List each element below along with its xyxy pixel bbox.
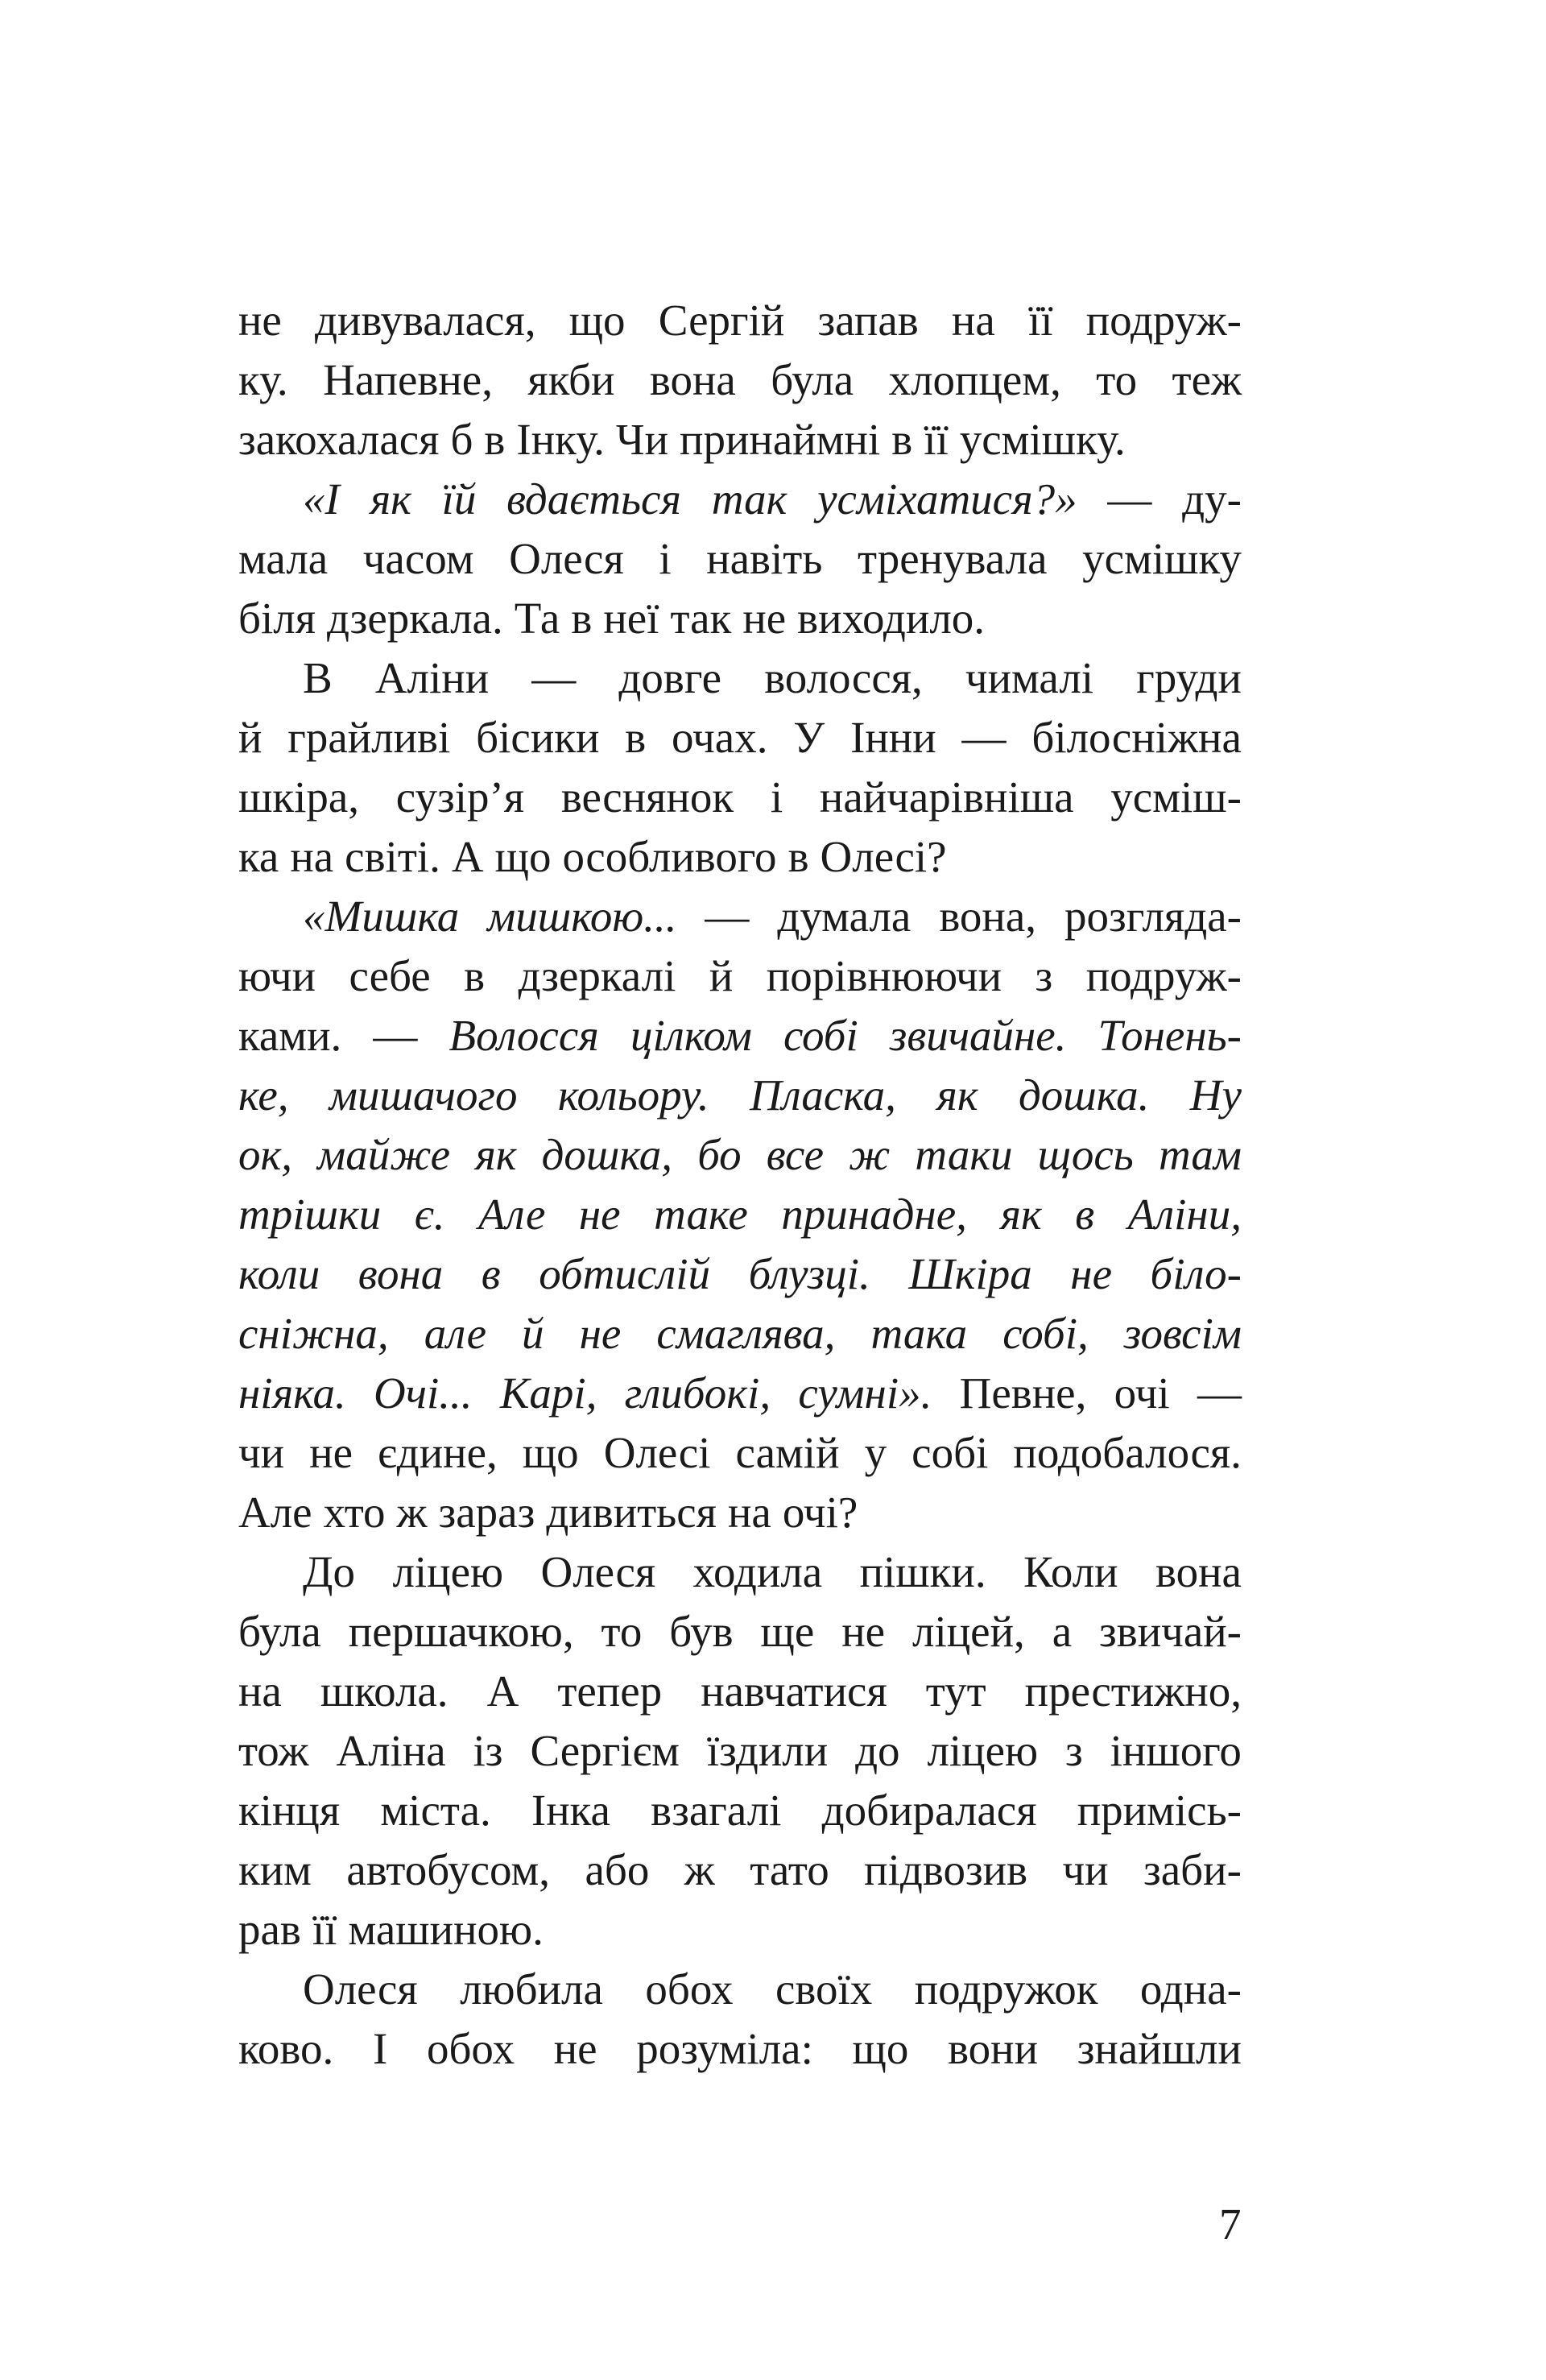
word: Олеся bbox=[540, 1547, 656, 1596]
italic-word: таки bbox=[915, 1130, 1013, 1179]
paragraph bbox=[238, 1542, 1242, 1960]
word: сузір’я bbox=[395, 772, 525, 822]
word: їздили bbox=[706, 1726, 829, 1775]
word: автобусом, bbox=[346, 1845, 551, 1894]
word: ще bbox=[760, 1607, 815, 1656]
italic-word: коли bbox=[238, 1249, 320, 1298]
word: кінця bbox=[238, 1786, 341, 1835]
word: Напевне, bbox=[323, 355, 493, 404]
text-line bbox=[238, 1602, 1242, 1662]
word: любила bbox=[460, 1964, 603, 2014]
word: ками. bbox=[238, 1011, 342, 1060]
text-line bbox=[238, 1066, 1242, 1125]
italic-word: біло- bbox=[1150, 1249, 1242, 1298]
italic-word: смаглява, bbox=[656, 1309, 836, 1358]
italic-word: так bbox=[711, 474, 787, 524]
word: ким bbox=[238, 1845, 312, 1894]
word: ж bbox=[684, 1845, 715, 1894]
word: дзеркала. bbox=[327, 594, 503, 643]
italic-word: не bbox=[579, 1309, 622, 1358]
word: розуміла: bbox=[636, 2024, 813, 2073]
word: вона bbox=[1155, 1547, 1242, 1596]
italic-word: їй bbox=[441, 474, 477, 524]
italic-word: звичайне. bbox=[889, 1011, 1067, 1060]
word: Коли bbox=[1023, 1547, 1118, 1596]
word: і bbox=[659, 534, 672, 583]
italic-word: дошка. bbox=[1018, 1070, 1150, 1120]
text-line bbox=[238, 1721, 1242, 1781]
word: ліцей, bbox=[912, 1607, 1025, 1656]
word: — bbox=[531, 653, 577, 702]
word: міста. bbox=[380, 1786, 491, 1835]
word: Олесі? bbox=[820, 832, 947, 881]
italic-word: Пласка, bbox=[750, 1070, 896, 1120]
italic-word: є. bbox=[414, 1190, 445, 1239]
word: підвозив bbox=[864, 1845, 1028, 1894]
italic-word: як bbox=[936, 1070, 978, 1120]
italic-word: бо bbox=[697, 1130, 742, 1179]
word: навіть bbox=[706, 534, 823, 583]
text-line bbox=[238, 1364, 1242, 1423]
word: ючи bbox=[238, 951, 316, 1000]
word: якби bbox=[527, 355, 615, 404]
paragraph bbox=[238, 648, 1242, 887]
word: Інку. bbox=[516, 415, 605, 464]
word: з bbox=[1035, 951, 1053, 1000]
word: вона bbox=[649, 355, 736, 404]
word: Олеся bbox=[303, 1964, 418, 2014]
word: мала bbox=[238, 534, 329, 583]
italic-word: не bbox=[578, 1190, 621, 1239]
word: Сергієм bbox=[530, 1726, 680, 1775]
word: шкіра, bbox=[238, 772, 360, 822]
word: іншого bbox=[1110, 1726, 1242, 1775]
paragraph bbox=[238, 470, 1242, 648]
paragraph bbox=[238, 291, 1242, 470]
word: тато bbox=[750, 1845, 829, 1894]
word: її bbox=[924, 415, 949, 464]
word: подруж- bbox=[1085, 296, 1242, 345]
word: не bbox=[238, 296, 282, 345]
word: ка bbox=[238, 832, 279, 881]
word: із bbox=[473, 1726, 503, 1775]
word: розгляда- bbox=[1064, 892, 1242, 941]
word: машиною. bbox=[348, 1905, 544, 1954]
italic-word: собі bbox=[783, 1011, 858, 1060]
word: в bbox=[571, 594, 593, 643]
word: був bbox=[669, 1607, 734, 1656]
word: примісь- bbox=[1077, 1786, 1242, 1835]
word: теж bbox=[1172, 355, 1242, 404]
word: грайливі bbox=[287, 713, 451, 762]
text-line bbox=[238, 1662, 1242, 1721]
italic-word: вона bbox=[358, 1249, 444, 1298]
word: обох bbox=[426, 2024, 515, 2073]
word: А bbox=[486, 1666, 519, 1716]
text-line bbox=[238, 1781, 1242, 1840]
word: Чи bbox=[615, 415, 669, 464]
italic-word: зовсім bbox=[1123, 1309, 1242, 1358]
italic-word: ке, bbox=[238, 1070, 289, 1120]
word: взагалі bbox=[651, 1786, 782, 1835]
word: вона, bbox=[939, 892, 1037, 941]
text-line bbox=[238, 1960, 1242, 2019]
book-page-text bbox=[238, 291, 1242, 2079]
word: бісики bbox=[476, 713, 600, 762]
word: думала bbox=[777, 892, 911, 941]
word: світі. bbox=[345, 832, 440, 881]
text-line bbox=[238, 589, 1242, 648]
word: чи bbox=[238, 1428, 285, 1477]
text-line bbox=[238, 768, 1242, 827]
text-line bbox=[238, 1900, 1242, 1960]
word: не bbox=[553, 2024, 597, 2073]
word: Певне, bbox=[959, 1368, 1087, 1418]
text-line bbox=[238, 350, 1242, 410]
word: тепер bbox=[557, 1666, 663, 1716]
word: у bbox=[864, 1428, 887, 1477]
word: очах. bbox=[672, 713, 768, 762]
text-line bbox=[238, 1423, 1242, 1483]
italic-word: «І bbox=[303, 474, 340, 524]
word: ліцею bbox=[392, 1547, 504, 1596]
italic-word: цілком bbox=[630, 1011, 752, 1060]
word: чималі bbox=[965, 653, 1094, 702]
word: знайшли bbox=[1077, 2024, 1242, 2073]
italic-word: обтислій bbox=[539, 1249, 711, 1298]
italic-word: Волосся bbox=[449, 1011, 599, 1060]
word: часом bbox=[362, 534, 474, 583]
word: не bbox=[841, 1607, 886, 1656]
word: запав bbox=[817, 296, 919, 345]
word: на bbox=[951, 296, 995, 345]
word: очі? bbox=[782, 1488, 858, 1537]
word: — bbox=[961, 713, 1007, 762]
paragraph bbox=[238, 1960, 1242, 2079]
word: — bbox=[1197, 1368, 1242, 1418]
text-line bbox=[238, 1483, 1242, 1542]
text-line bbox=[238, 1006, 1242, 1066]
italic-word: ж bbox=[849, 1130, 891, 1179]
word: з bbox=[1065, 1726, 1083, 1775]
italic-word: мишкою... bbox=[487, 892, 677, 941]
text-line bbox=[238, 1542, 1242, 1602]
text-line bbox=[238, 1304, 1242, 1364]
word: що bbox=[568, 296, 626, 345]
italic-word: там bbox=[1158, 1130, 1242, 1179]
word: тренувала bbox=[857, 534, 1048, 583]
word: на bbox=[238, 1666, 282, 1716]
word: хлопцем, bbox=[888, 355, 1061, 404]
word: в bbox=[464, 951, 486, 1000]
word: вони bbox=[948, 2024, 1039, 2073]
word: й bbox=[709, 951, 734, 1000]
word: і bbox=[770, 772, 783, 822]
word: усмішку bbox=[1082, 534, 1242, 583]
word: зараз bbox=[438, 1488, 535, 1537]
italic-word: ніяка. bbox=[238, 1368, 346, 1418]
word: подобалося. bbox=[1013, 1428, 1242, 1477]
italic-word: не bbox=[1070, 1249, 1112, 1298]
word: її bbox=[312, 1905, 337, 1954]
word: одна- bbox=[1139, 1964, 1242, 2014]
word: особливого bbox=[562, 832, 777, 881]
word: — bbox=[373, 1011, 418, 1060]
word: Аліна bbox=[336, 1726, 446, 1775]
italic-word: таке bbox=[654, 1190, 748, 1239]
word: волосся, bbox=[764, 653, 923, 702]
word: порівнюючи bbox=[766, 951, 1002, 1000]
text-line bbox=[238, 410, 1242, 470]
page-number: 7 bbox=[1219, 2200, 1242, 2249]
word: закохалася bbox=[238, 415, 440, 464]
word: І bbox=[372, 2024, 388, 2073]
word: не bbox=[309, 1428, 353, 1477]
word: в bbox=[484, 415, 506, 464]
italic-word: в bbox=[481, 1249, 501, 1298]
word: виходило. bbox=[797, 594, 986, 643]
word: дивиться bbox=[546, 1488, 717, 1537]
word: єдине, bbox=[378, 1428, 498, 1477]
word: обох bbox=[645, 1964, 734, 2014]
word: дивувалася, bbox=[315, 296, 536, 345]
word: груди bbox=[1136, 653, 1242, 702]
italic-word: ок, bbox=[238, 1130, 292, 1179]
italic-word: сумні». bbox=[798, 1368, 932, 1418]
word: Але bbox=[238, 1488, 312, 1537]
italic-word: блузці. bbox=[748, 1249, 870, 1298]
word: була bbox=[771, 355, 854, 404]
italic-word: трішки bbox=[238, 1190, 382, 1239]
word: в bbox=[787, 832, 809, 881]
text-line bbox=[238, 708, 1242, 768]
word: Інка bbox=[531, 1786, 610, 1835]
word: подруж- bbox=[1085, 951, 1242, 1000]
italic-word: Але bbox=[478, 1190, 546, 1239]
word: добиралася bbox=[821, 1786, 1037, 1835]
word: найчарівніша bbox=[819, 772, 1074, 822]
word: Та bbox=[514, 594, 560, 643]
word: — bbox=[1107, 474, 1152, 524]
word: до bbox=[855, 1726, 900, 1775]
word: В bbox=[303, 653, 333, 702]
word: До bbox=[303, 1547, 356, 1596]
word: — bbox=[705, 892, 750, 941]
word: ково. bbox=[238, 2024, 334, 2073]
word: її bbox=[1027, 296, 1053, 345]
italic-word: Шкіра bbox=[908, 1249, 1032, 1298]
text-line bbox=[238, 291, 1242, 350]
word: не bbox=[742, 594, 787, 643]
word: звичай- bbox=[1099, 1607, 1242, 1656]
italic-word: «Мишка bbox=[303, 892, 460, 941]
word: Олеся bbox=[509, 534, 624, 583]
text-line bbox=[238, 1840, 1242, 1900]
italic-word: собі, bbox=[1002, 1309, 1089, 1358]
word: подружок bbox=[914, 1964, 1098, 2014]
italic-word: усміхатися?» bbox=[817, 474, 1077, 524]
italic-word: майже bbox=[317, 1130, 451, 1179]
text-line bbox=[238, 648, 1242, 708]
word: то bbox=[601, 1607, 643, 1656]
italic-word: глибокі, bbox=[624, 1368, 771, 1418]
word: на bbox=[727, 1488, 771, 1537]
word: що bbox=[522, 1428, 579, 1477]
word: своїх bbox=[775, 1964, 873, 2014]
word: У bbox=[793, 713, 825, 762]
word: пішки. bbox=[859, 1547, 986, 1596]
paragraph bbox=[238, 887, 1242, 1542]
italic-word: сніжна, bbox=[238, 1309, 389, 1358]
text-line bbox=[238, 1244, 1242, 1304]
italic-word: кольору. bbox=[557, 1070, 709, 1120]
word: тож bbox=[238, 1726, 309, 1775]
word: в bbox=[891, 415, 913, 464]
word: хто bbox=[323, 1488, 386, 1537]
word: заби- bbox=[1143, 1845, 1242, 1894]
word: ду- bbox=[1182, 474, 1242, 524]
text-line bbox=[238, 2019, 1242, 2079]
word: усміш- bbox=[1110, 772, 1242, 822]
italic-word: щось bbox=[1037, 1130, 1134, 1179]
word: й bbox=[238, 713, 262, 762]
word: що bbox=[852, 2024, 909, 2073]
word: престижно, bbox=[1024, 1666, 1242, 1716]
italic-word: Аліни, bbox=[1127, 1190, 1242, 1239]
word: а bbox=[1052, 1607, 1073, 1656]
word: довге bbox=[618, 653, 722, 702]
word: рав bbox=[238, 1905, 301, 1954]
italic-word: принадне, bbox=[781, 1190, 967, 1239]
italic-word: як bbox=[475, 1130, 517, 1179]
word: школа. bbox=[320, 1666, 449, 1716]
word: собі bbox=[911, 1428, 989, 1477]
text-line bbox=[238, 529, 1242, 589]
word: Аліни bbox=[374, 653, 490, 702]
word: ку. bbox=[238, 355, 288, 404]
italic-word: як bbox=[370, 474, 411, 524]
word: принаймні bbox=[680, 415, 881, 464]
text-line bbox=[238, 1185, 1242, 1244]
word: в bbox=[625, 713, 647, 762]
word: тут bbox=[925, 1666, 986, 1716]
word: А bbox=[451, 832, 484, 881]
word: самій bbox=[735, 1428, 840, 1477]
italic-word: Ну bbox=[1189, 1070, 1242, 1120]
italic-word: дошка, bbox=[541, 1130, 673, 1179]
word: Інни bbox=[850, 713, 936, 762]
word: неї bbox=[603, 594, 659, 643]
text-line bbox=[238, 470, 1242, 529]
italic-word: Карі, bbox=[499, 1368, 597, 1418]
italic-word: мишачого bbox=[329, 1070, 518, 1120]
word: чи bbox=[1062, 1845, 1109, 1894]
italic-word: Тонень- bbox=[1097, 1011, 1242, 1060]
word: ходила bbox=[692, 1547, 823, 1596]
word: ж bbox=[396, 1488, 428, 1537]
word: що bbox=[494, 832, 552, 881]
word: очі bbox=[1114, 1368, 1170, 1418]
word: або bbox=[585, 1845, 650, 1894]
word: навчатися bbox=[701, 1666, 887, 1716]
word: біля bbox=[238, 594, 316, 643]
word: на bbox=[290, 832, 334, 881]
word: б bbox=[450, 415, 473, 464]
italic-word: вдається bbox=[506, 474, 681, 524]
word: себе bbox=[349, 951, 431, 1000]
word: веснянок bbox=[560, 772, 734, 822]
word: дзеркалі bbox=[518, 951, 676, 1000]
word: ліцею bbox=[927, 1726, 1039, 1775]
word: Олесі bbox=[603, 1428, 711, 1477]
italic-word: в bbox=[1075, 1190, 1095, 1239]
italic-word: й bbox=[522, 1309, 544, 1358]
italic-word: Очі... bbox=[374, 1368, 473, 1418]
word: так bbox=[670, 594, 732, 643]
italic-word: все bbox=[766, 1130, 824, 1179]
word: білосніжна bbox=[1031, 713, 1242, 762]
text-line bbox=[238, 827, 1242, 887]
italic-word: як bbox=[1000, 1190, 1042, 1239]
word: то bbox=[1096, 355, 1138, 404]
text-line bbox=[238, 946, 1242, 1006]
text-line bbox=[238, 1125, 1242, 1185]
italic-word: така bbox=[870, 1309, 968, 1358]
word: усмішку. bbox=[959, 415, 1126, 464]
word: була bbox=[238, 1607, 321, 1656]
word: Сергій bbox=[658, 296, 785, 345]
italic-word: але bbox=[424, 1309, 486, 1358]
text-line bbox=[238, 887, 1242, 946]
word: першачкою, bbox=[348, 1607, 574, 1656]
